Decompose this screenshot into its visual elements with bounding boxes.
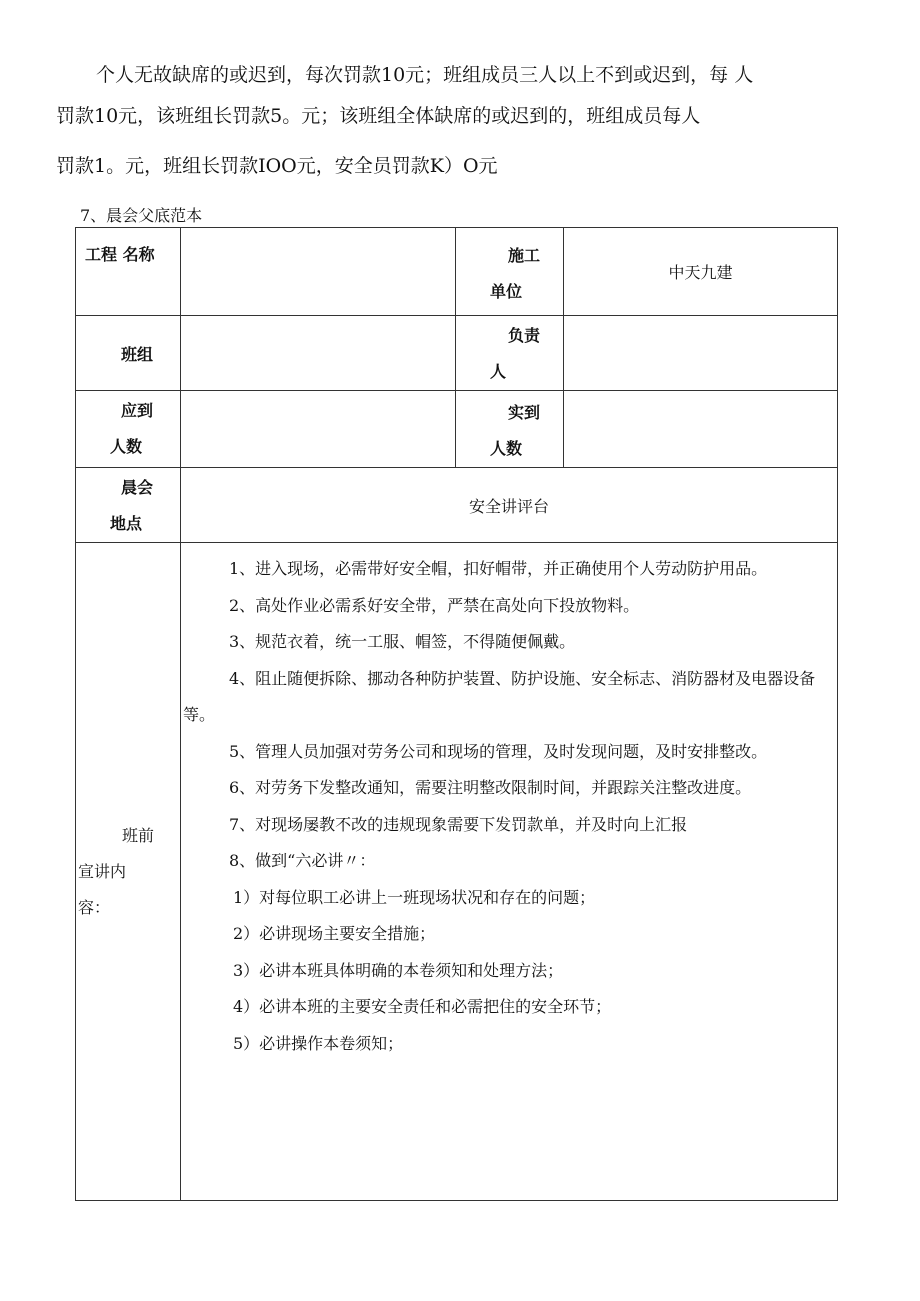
actual-count-value — [564, 391, 838, 468]
row-headcount — [76, 391, 838, 468]
team-label: 班组 — [76, 316, 181, 391]
row-team — [76, 316, 838, 391]
row-place — [76, 468, 838, 543]
briefing-subitem-1: 1）对每位职工必讲上一班现场状况和存在的问题； — [233, 887, 596, 907]
briefing-item-2: 2、高处作业必需系好安全带，严禁在高处向下投放物料。 — [229, 595, 640, 615]
intro-line-2: 罚款10元，该班组长罚款5。元；该班组全体缺席的或迟到的，班组成员每人 — [56, 105, 701, 127]
briefing-subitem-2: 2）必讲现场主要安全措施； — [233, 924, 436, 943]
morning-meeting-form — [75, 227, 838, 1201]
meeting-place-value: 安全讲评台 — [181, 468, 838, 543]
project-name-label: 工程 名称 — [76, 228, 181, 316]
briefing-item-6: 6、对劳务下发整改通知，需要注明整改限制时间，并跟踪关注整改进度。 — [229, 778, 752, 797]
construction-unit-label: 施工 单位 — [456, 228, 564, 316]
meeting-place-label: 晨会 地点 — [76, 468, 181, 543]
briefing-item-3: 3、规范衣着，统一工服、帽签，不得随便佩戴。 — [229, 632, 576, 651]
briefing-content-label: 班前 宣讲内 容： — [76, 543, 181, 1201]
project-name-value — [181, 228, 456, 316]
intro-line-3: 罚款1。元，班组长罚款IOO元，安全员罚款K）O元 — [56, 155, 498, 177]
team-value — [181, 316, 456, 391]
actual-count-label: 实到 人数 — [456, 391, 564, 468]
briefing-item-1: 1、进入现场，必需带好安全帽，扣好帽带，并正确使用个人劳动防护用品。 — [229, 559, 768, 578]
section-caption: 7、晨会父底范本 — [80, 206, 203, 225]
intro-line-1: 个人无故缺席的或迟到，每次罚款10元；班组成员三人以上不到或迟到，每 人 — [96, 64, 754, 86]
briefing-subitem-5: 5）必讲操作本卷须知； — [233, 1033, 404, 1053]
briefing-content — [181, 543, 838, 1201]
expected-count-label: 应到 人数 — [76, 391, 181, 468]
briefing-item-7: 7、对现场屡教不改的违规现象需要下发罚款单，并及时向上汇报 — [229, 814, 688, 834]
leader-label: 负责 人 — [456, 316, 564, 391]
briefing-subitem-4: 4）必讲本班的主要安全责任和必需把住的安全环节； — [233, 997, 612, 1016]
briefing-item-4: 4、阻止随便拆除、挪动各种防护装置、防护设施、安全标志、消防器材及电器设备等。 — [183, 668, 816, 724]
row-project — [76, 228, 838, 316]
briefing-item-8: 8、做到“六必讲〃： — [229, 851, 376, 870]
briefing-item-5: 5、管理人员加强对劳务公司和现场的管理，及时发现问题，及时安排整改。 — [229, 741, 768, 761]
leader-value — [564, 316, 838, 391]
briefing-subitem-3: 3）必讲本班具体明确的本卷须知和处理方法； — [233, 960, 564, 980]
expected-count-value — [181, 391, 456, 468]
row-content — [76, 543, 838, 1201]
construction-unit-value: 中天九建 — [564, 228, 838, 316]
